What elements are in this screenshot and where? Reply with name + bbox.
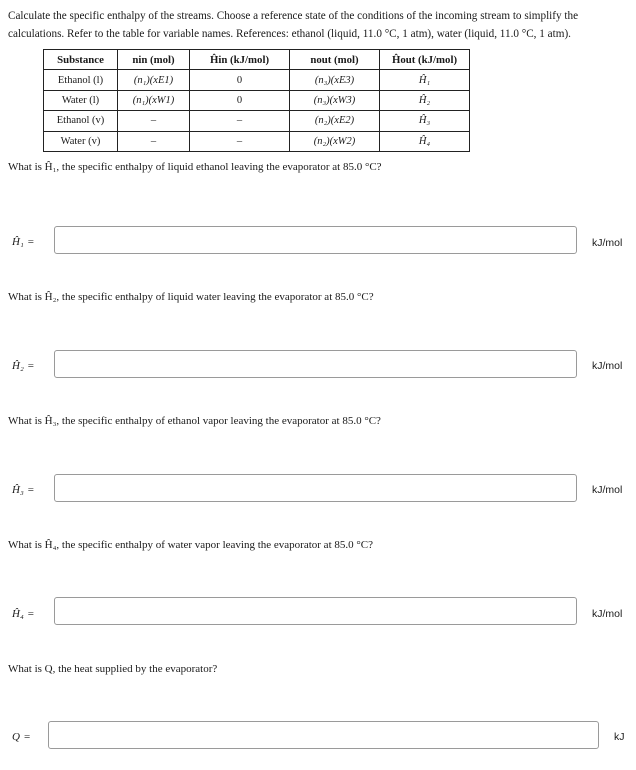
table-cell: Ĥ₃ [380, 111, 470, 131]
answer-label-h1: Ĥ₁ = [12, 236, 34, 248]
table-cell: Ethanol (l) [44, 70, 118, 90]
table-cell: (n₃)(xE3) [290, 70, 380, 90]
table-cell: – [118, 131, 190, 151]
table-cell: Ĥ₄ [380, 131, 470, 151]
label-symbol: Q [12, 731, 20, 743]
label-symbol: Ĥ₃ [12, 484, 24, 496]
table-cell: Ĥ₂ [380, 90, 470, 110]
table-cell: (n₂)(xW2) [290, 131, 380, 151]
unit-label: kJ/mol [592, 484, 623, 496]
question-h1-text: What is Ĥ₁, the specific enthalpy of liquid ethanol leaving the evaporator at 85.0 °C? [8, 161, 382, 173]
table-cell: (n₁)(xW1) [118, 90, 190, 110]
question-q-text: What is Q, the heat supplied by the evaporator? [8, 663, 218, 675]
table-header-row [44, 50, 470, 70]
answer-label-h2: Ĥ₂ = [12, 360, 34, 372]
table-header: nin (mol) [118, 50, 190, 70]
answer-input-h4[interactable] [54, 597, 577, 625]
table-header: Ĥout (kJ/mol) [380, 50, 470, 70]
question-h3-text: What is Ĥ₃, the specific enthalpy of ethanol vapor leaving the evaporator at 85.0 °C? [8, 415, 381, 427]
table-cell: (n₂)(xE2) [290, 111, 380, 131]
answer-input-h2[interactable] [54, 350, 577, 378]
table-cell: – [190, 111, 290, 131]
table-cell: Ĥ₁ [380, 70, 470, 90]
table-row [44, 131, 470, 151]
answer-input-q[interactable] [48, 721, 599, 749]
answer-input-h3[interactable] [54, 474, 577, 502]
table-cell: 0 [190, 70, 290, 90]
problem-intro: Calculate the specific enthalpy of the streams. Choose a reference state of the conditions of the incoming stream to simplify the calculations. Refer to the table for variable names. References: ethanol (liquid, 11.0 °C, 1 atm), water (liquid, 11.0 °C, 1 atm). [8, 10, 579, 40]
table-cell: (n₁)(xE1) [118, 70, 190, 90]
table-cell: (n₃)(xW3) [290, 90, 380, 110]
answer-label-h4: Ĥ₄ = [12, 608, 34, 620]
unit-label: kJ/mol [592, 237, 623, 249]
unit-label: kJ [614, 731, 625, 743]
answer-input-h1[interactable] [54, 226, 577, 254]
table-cell: – [118, 111, 190, 131]
table-cell: Water (v) [44, 131, 118, 151]
table-cell: Water (l) [44, 90, 118, 110]
question-h2-text: What is Ĥ₂, the specific enthalpy of liquid water leaving the evaporator at 85.0 °C? [8, 291, 374, 303]
table-header: Ĥin (kJ/mol) [190, 50, 290, 70]
answer-label-q: Q = [12, 731, 31, 743]
label-symbol: Ĥ₁ [12, 236, 24, 248]
table-header: Substance [44, 50, 118, 70]
unit-label: kJ/mol [592, 608, 623, 620]
table-header: nout (mol) [290, 50, 380, 70]
table-cell: 0 [190, 90, 290, 110]
label-symbol: Ĥ₂ [12, 360, 24, 372]
table-row [44, 111, 470, 131]
question-h4-text: What is Ĥ₄, the specific enthalpy of water vapor leaving the evaporator at 85.0 °C? [8, 539, 373, 551]
label-symbol: Ĥ₄ [12, 608, 24, 620]
variable-table [43, 49, 470, 152]
table-cell: – [190, 131, 290, 151]
table-row [44, 90, 470, 110]
table-row [44, 70, 470, 90]
table-cell: Ethanol (v) [44, 111, 118, 131]
answer-label-h3: Ĥ₃ = [12, 484, 34, 496]
unit-label: kJ/mol [592, 360, 623, 372]
